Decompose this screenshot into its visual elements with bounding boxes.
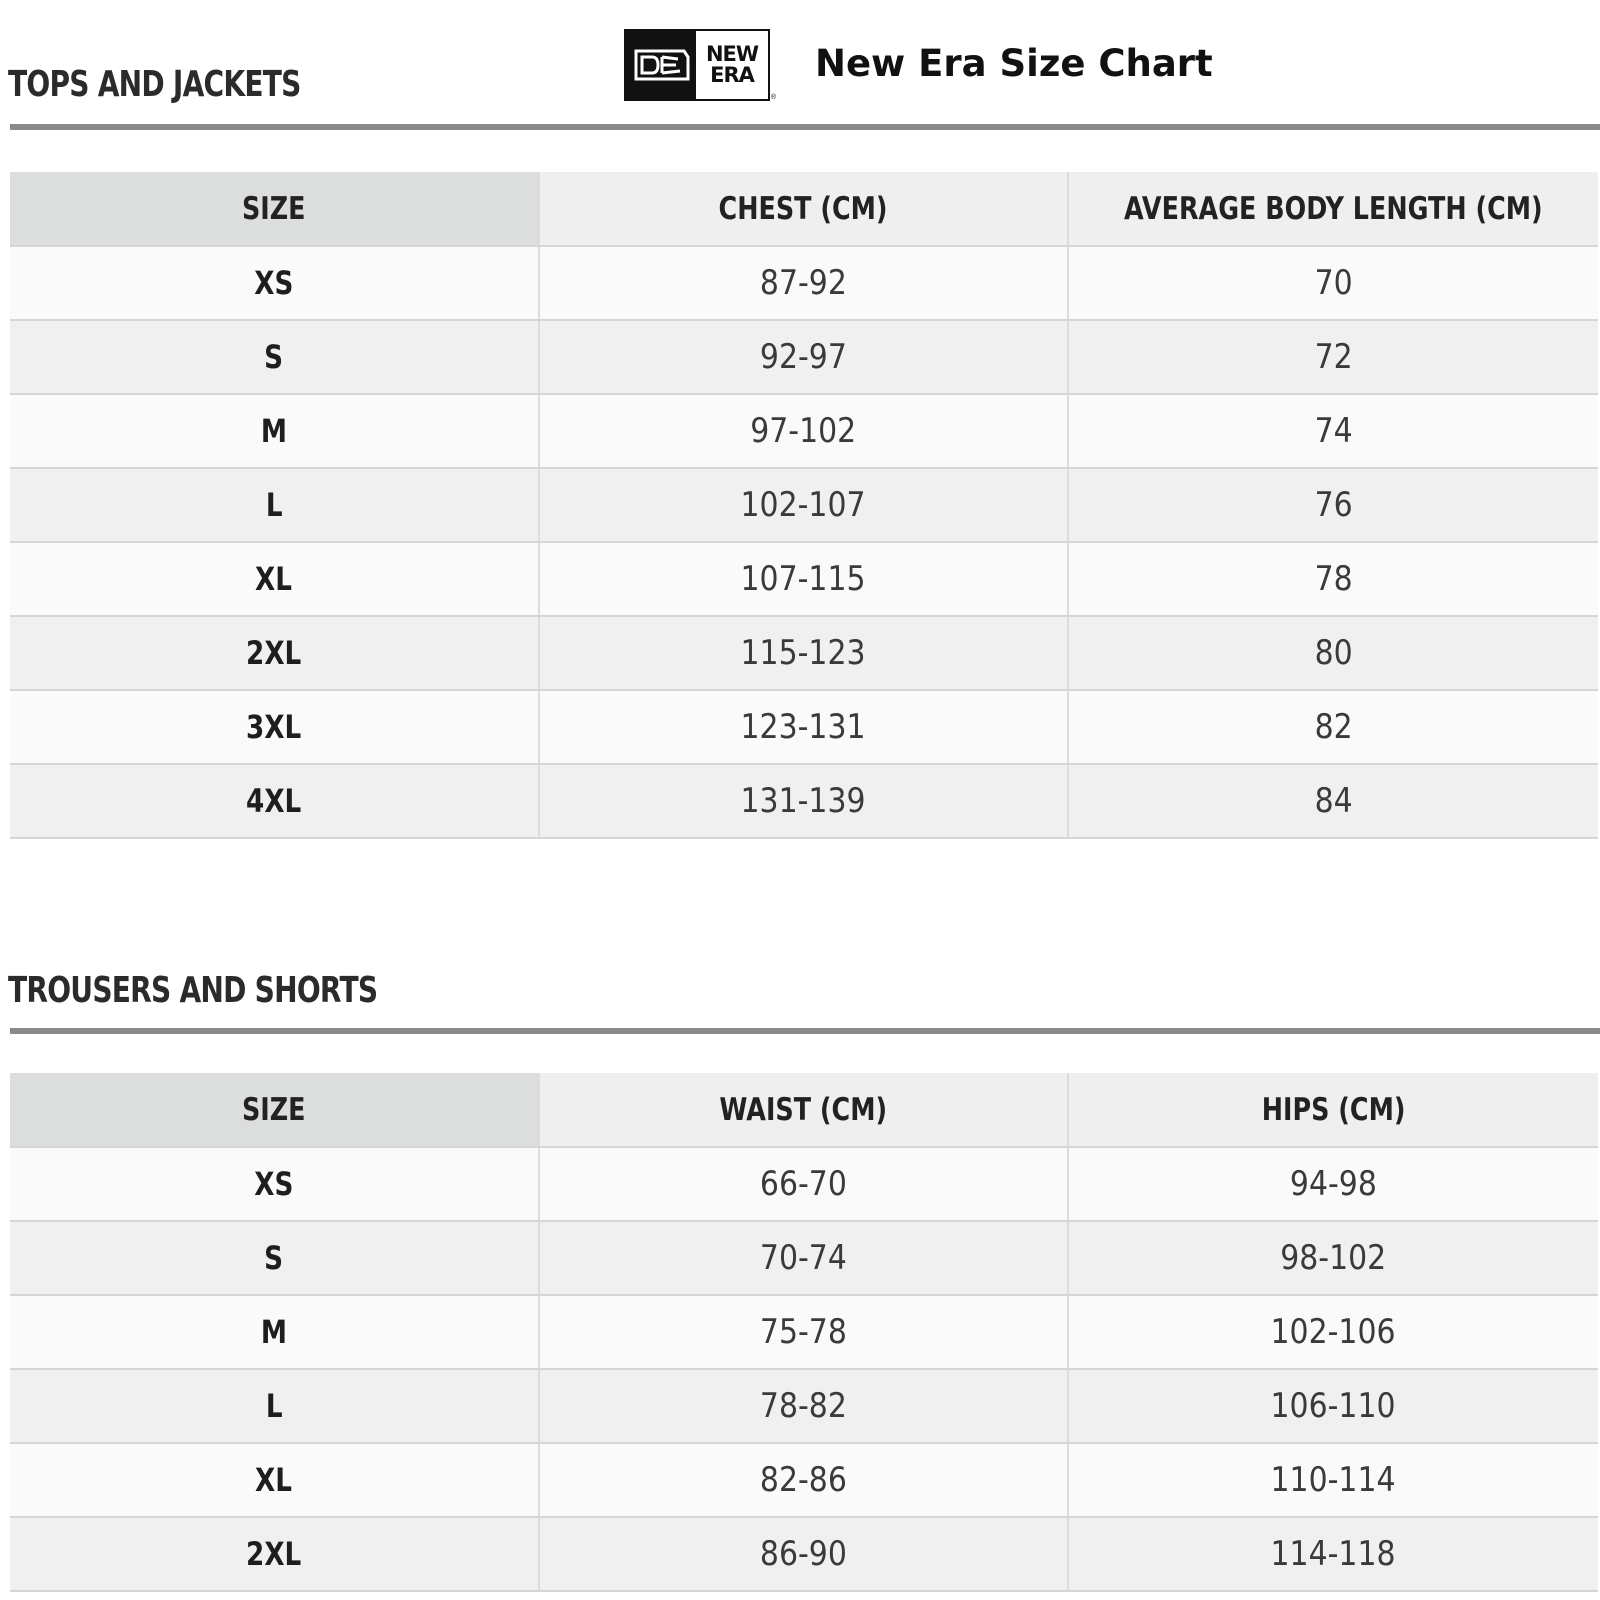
logo-wordmark <box>696 31 768 99</box>
tops-section-title: TOPS AND JACKETS <box>8 64 301 105</box>
chest-cell: 107-115 <box>539 542 1068 616</box>
page-title: New Era Size Chart <box>815 42 1213 85</box>
size-cell: L <box>10 468 539 542</box>
table-row <box>10 246 1598 320</box>
hips-cell: 102-106 <box>1068 1295 1598 1369</box>
body-length-cell: 80 <box>1068 616 1598 690</box>
size-cell: XL <box>10 542 539 616</box>
table-row <box>10 1517 1598 1591</box>
table-row <box>10 1221 1598 1295</box>
trousers-divider <box>10 1028 1600 1034</box>
trousers-section-title: TROUSERS AND SHORTS <box>8 970 378 1011</box>
size-cell: S <box>10 1221 539 1295</box>
size-cell: S <box>10 320 539 394</box>
tops-divider <box>10 124 1600 130</box>
chest-cell: 92-97 <box>539 320 1068 394</box>
column-header-size: SIZE <box>10 1073 539 1147</box>
size-cell: M <box>10 394 539 468</box>
body-length-cell: 82 <box>1068 690 1598 764</box>
chest-cell: 131-139 <box>539 764 1068 838</box>
new-era-logo <box>624 29 776 101</box>
table-row <box>10 542 1598 616</box>
hips-cell: 94-98 <box>1068 1147 1598 1221</box>
waist-cell: 86-90 <box>539 1517 1068 1591</box>
waist-cell: 66-70 <box>539 1147 1068 1221</box>
table-row <box>10 394 1598 468</box>
body-length-cell: 72 <box>1068 320 1598 394</box>
size-cell: M <box>10 1295 539 1369</box>
hips-cell: 98-102 <box>1068 1221 1598 1295</box>
table-row <box>10 1369 1598 1443</box>
table-row <box>10 1147 1598 1221</box>
table-row <box>10 468 1598 542</box>
size-cell: 4XL <box>10 764 539 838</box>
column-header-waist: WAIST (CM) <box>539 1073 1068 1147</box>
waist-cell: 70-74 <box>539 1221 1068 1295</box>
table-row <box>10 1443 1598 1517</box>
waist-cell: 78-82 <box>539 1369 1068 1443</box>
hips-cell: 110-114 <box>1068 1443 1598 1517</box>
chest-cell: 87-92 <box>539 246 1068 320</box>
body-length-cell: 78 <box>1068 542 1598 616</box>
waist-cell: 75-78 <box>539 1295 1068 1369</box>
table-header-row <box>10 172 1598 246</box>
body-length-cell: 70 <box>1068 246 1598 320</box>
chest-cell: 123-131 <box>539 690 1068 764</box>
new-era-flag-logo-icon <box>626 31 696 99</box>
body-length-cell: 74 <box>1068 394 1598 468</box>
size-cell: XS <box>10 246 539 320</box>
tops-size-table <box>10 172 1598 839</box>
chest-cell: 102-107 <box>539 468 1068 542</box>
size-cell: 2XL <box>10 616 539 690</box>
table-header-row <box>10 1073 1598 1147</box>
column-header-size: SIZE <box>10 172 539 246</box>
table-row <box>10 690 1598 764</box>
table-row <box>10 320 1598 394</box>
table-row <box>10 1295 1598 1369</box>
size-cell: 3XL <box>10 690 539 764</box>
chest-cell: 115-123 <box>539 616 1068 690</box>
hips-cell: 114-118 <box>1068 1517 1598 1591</box>
column-header-hips: HIPS (CM) <box>1068 1073 1598 1147</box>
waist-cell: 82-86 <box>539 1443 1068 1517</box>
table-row <box>10 764 1598 838</box>
body-length-cell: 84 <box>1068 764 1598 838</box>
logo-word-new: NEW <box>705 42 759 66</box>
size-cell: L <box>10 1369 539 1443</box>
logo-word-era: ERA <box>710 63 754 87</box>
body-length-cell: 76 <box>1068 468 1598 542</box>
column-header-body-length: AVERAGE BODY LENGTH (CM) <box>1068 172 1598 246</box>
table-row <box>10 616 1598 690</box>
size-cell: XS <box>10 1147 539 1221</box>
logo-trademark: ® <box>770 94 776 101</box>
hips-cell: 106-110 <box>1068 1369 1598 1443</box>
size-cell: 2XL <box>10 1517 539 1591</box>
trousers-size-table <box>10 1073 1598 1592</box>
column-header-chest: CHEST (CM) <box>539 172 1068 246</box>
size-cell: XL <box>10 1443 539 1517</box>
chest-cell: 97-102 <box>539 394 1068 468</box>
